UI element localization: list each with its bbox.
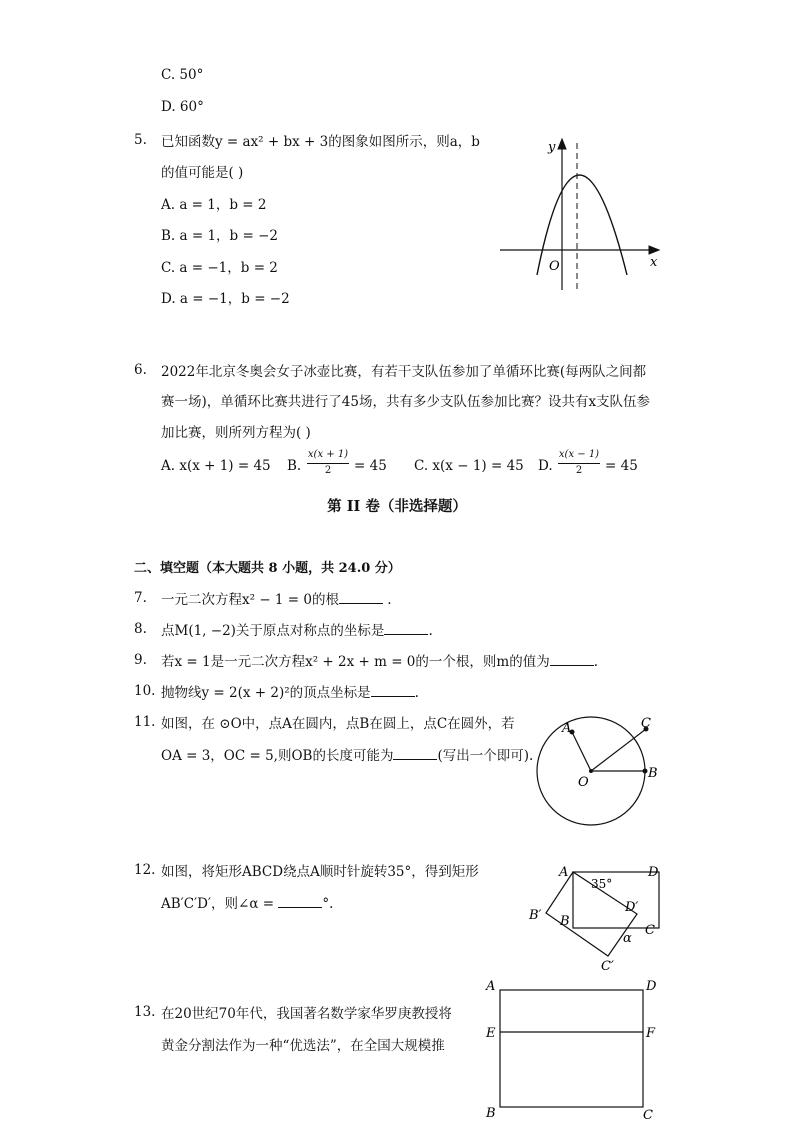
q6-option-d-label: D.: [538, 458, 553, 474]
q5-parabola-figure: [495, 135, 665, 295]
q11-line2-pre: OA = 3，OC = 5,则OB的长度可能为: [161, 748, 394, 764]
q5-option-b: B. a = 1，b = −2: [161, 228, 278, 244]
label-o: O: [578, 775, 589, 790]
q11-line2: [161, 744, 533, 764]
q7-number: 7.: [134, 590, 147, 606]
q5-option-c: C. a = −1，b = 2: [161, 260, 278, 276]
q8-number: 8.: [134, 621, 147, 637]
label-b: B: [648, 766, 658, 781]
q6-option-c: C. x(x − 1) = 45: [414, 458, 524, 474]
part2-title: 第 II 卷（非选择题）: [327, 498, 467, 515]
label-alpha: α: [623, 931, 632, 946]
q11-number: 11.: [134, 714, 156, 730]
q5-stem-line2: 的值可能是( ): [161, 165, 244, 181]
q6-line3: 加比赛，则所列方程为( ): [161, 425, 311, 441]
q6-option-d-fraction-bar: [558, 463, 600, 464]
q5-stem-line1: 已知函数y = ax² + bx + 3的图象如图所示，则a，b: [161, 134, 480, 150]
q10-number: 10.: [134, 683, 156, 699]
q9-answer-blank[interactable]: [550, 653, 594, 666]
label-a: A: [562, 721, 572, 736]
label-d: D: [648, 865, 659, 880]
prev-option-c: C. 50°: [161, 67, 204, 83]
x-axis-label: x: [650, 255, 658, 270]
q10-text: [161, 681, 419, 701]
label-b: B: [486, 1106, 496, 1121]
q10-answer-blank[interactable]: [371, 684, 415, 697]
label-d: D: [646, 979, 657, 994]
label-c: C: [643, 1108, 653, 1123]
q6-option-a: A. x(x + 1) = 45: [161, 458, 271, 474]
label-angle-35: 35°: [591, 877, 613, 891]
q6-option-b-rhs: = 45: [354, 458, 387, 474]
q13-line2: 黄金分割法作为一种“优选法”，在全国大规模推: [161, 1038, 445, 1054]
q6-option-b-fraction-bar: [307, 463, 349, 464]
label-a: A: [559, 865, 569, 880]
segment-oa: [572, 732, 591, 771]
q8-text: [161, 619, 433, 639]
q11-circle-figure: [530, 705, 670, 835]
q6-option-d-denominator: 2: [575, 465, 583, 476]
q7-answer-blank[interactable]: [339, 591, 383, 604]
point-o-dot: [589, 769, 593, 773]
q12-line1: 如图，将矩形ABCD绕点A顺时针旋转35°，得到矩形: [161, 864, 479, 880]
q10-pre: 抛物线y = 2(x + 2)²的顶点坐标是: [161, 685, 371, 701]
origin-label: O: [549, 259, 560, 274]
q5-option-a: A. a = 1，b = 2: [161, 197, 267, 213]
q6-line2: 赛一场)，单循环比赛共进行了45场，共有多少支队伍参加比赛？设共有x支队伍参: [161, 394, 651, 410]
q10-post: .: [414, 685, 419, 701]
q9-post: .: [593, 654, 598, 670]
label-c-prime: C′: [601, 959, 614, 974]
q8-answer-blank[interactable]: [384, 622, 428, 635]
q6-option-b-numerator: x(x + 1): [307, 449, 349, 460]
q13-rectangle-figure: [480, 975, 665, 1123]
label-f: F: [646, 1026, 656, 1041]
q8-post: .: [428, 623, 433, 639]
q7-post: .: [387, 592, 392, 608]
q12-line2-pre: AB′C′D′，则∠α =: [161, 896, 279, 912]
q6-option-d-rhs: = 45: [605, 458, 638, 474]
q6-line1: 2022年北京冬奥会女子冰壶比赛，有若干支队伍参加了单循环比赛(每两队之间都: [161, 364, 647, 380]
q13-number: 13.: [134, 1004, 156, 1020]
q7-pre: 一元二次方程x² − 1 = 0的根: [161, 592, 339, 608]
q11-line1: 如图，在 ⊙O中，点A在圆内，点B在圆上，点C在圆外，若: [161, 716, 515, 732]
q12-number: 12.: [134, 862, 156, 878]
section2-title: 二、填空题（本大题共 8 小题，共 24.0 分）: [134, 561, 401, 576]
rect-abcd: [500, 990, 643, 1107]
q8-pre: 点M(1, −2)关于原点对称点的坐标是: [161, 623, 385, 639]
q6-number: 6.: [134, 362, 147, 378]
q13-line1: 在20世纪70年代，我国著名数学家华罗庚教授将: [161, 1006, 452, 1022]
q12-line2-post: °.: [322, 896, 334, 912]
point-b-dot: [643, 769, 648, 774]
label-a: A: [486, 979, 496, 994]
q6-option-d-numerator: x(x − 1): [558, 449, 600, 460]
label-b-prime: B′: [529, 908, 542, 923]
q11-line2-post: (写出一个即可).: [437, 748, 534, 764]
q7-text: [161, 588, 392, 608]
q5-option-d: D. a = −1，b = −2: [161, 291, 290, 307]
label-b: B: [560, 914, 570, 929]
q12-line2: [161, 892, 333, 912]
q12-answer-blank[interactable]: [278, 895, 322, 908]
label-d-prime: D′: [625, 900, 639, 915]
q5-number: 5.: [134, 132, 147, 148]
q12-rotation-figure: [525, 862, 670, 977]
q9-number: 9.: [134, 652, 147, 668]
q6-option-b-denominator: 2: [324, 465, 332, 476]
label-c: C: [645, 923, 655, 938]
prev-option-d: D. 60°: [161, 99, 204, 115]
y-axis-label: y: [548, 140, 556, 155]
segment-oc: [591, 729, 646, 771]
q9-pre: 若x = 1是一元二次方程x² + 2x + m = 0的一个根，则m的值为: [161, 654, 550, 670]
q6-option-b-label: B.: [287, 458, 302, 474]
label-c: C: [641, 716, 651, 731]
label-e: E: [486, 1026, 496, 1041]
q11-answer-blank[interactable]: [393, 747, 437, 760]
q9-text: [161, 650, 598, 670]
